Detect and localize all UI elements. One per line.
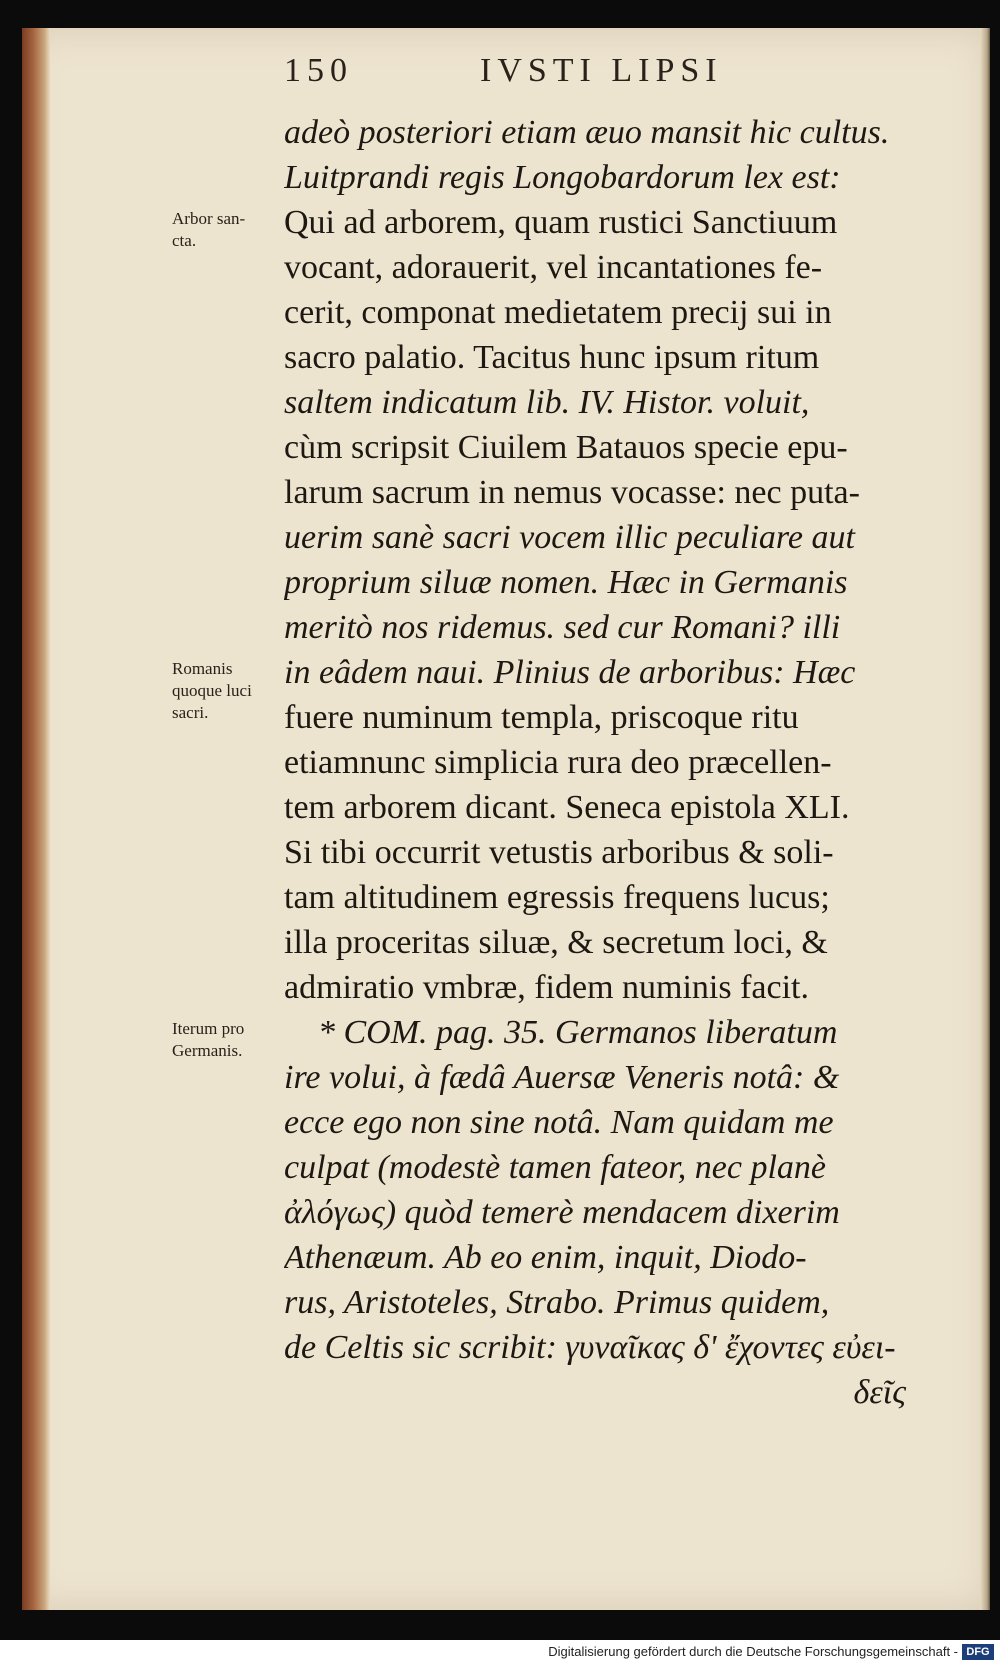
page-header [284, 52, 804, 102]
margin-note-line: sacri. [172, 703, 209, 722]
text-line: vocant, adorauerit, vel incantationes fe- [284, 249, 823, 286]
text-line: saltem indicatum lib. IV. Histor. voluit, [284, 384, 810, 421]
text-line: rus, Aristoteles, Strabo. Primus quidem, [284, 1284, 830, 1321]
text-line: Si tibi occurrit vetustis arboribus & soli- [284, 834, 834, 871]
dfg-logo-icon: DFG [962, 1644, 994, 1660]
text-line: in eâdem naui. Plinius de arboribus: Hæc [284, 654, 856, 691]
text-line: * COM. pag. 35. Germanos liberatum [318, 1014, 838, 1051]
text-line: Qui ad arborem, quam rustici Sanctiuum [284, 204, 838, 241]
margin-note [172, 1018, 282, 1062]
text-line: uerim sanè sacri vocem illic peculiare aut [284, 519, 855, 556]
margin-note-line: Iterum pro [172, 1019, 245, 1038]
text-line: Athenæum. Ab eo enim, inquit, Diodo- [284, 1239, 807, 1276]
dfg-footer [0, 1640, 1000, 1665]
text-line: tam altitudinem egressis frequens lucus; [284, 879, 830, 916]
text-line: etiamnunc simplicia rura deo præcellen- [284, 744, 832, 781]
margin-note-line: Arbor san- [172, 209, 246, 228]
text-line: cerit, componat medietatem precij sui in [284, 294, 832, 331]
margin-note-line: quoque luci [172, 681, 252, 700]
main-text-block [284, 110, 924, 1415]
text-line: ἀλόγως) quòd temerè mendacem dixerim [284, 1194, 840, 1231]
margin-note [172, 658, 282, 724]
running-title: IVSTI LIPSI [480, 52, 723, 89]
dfg-credit-text: Digitalisierung gefördert durch die Deutsche Forschungsgemeinschaft - [548, 1644, 958, 1659]
margin-note-line: cta. [172, 231, 197, 250]
text-line: adeò posteriori etiam æuo mansit hic cultus. [284, 114, 890, 151]
text-line: sacro palatio. Tacitus hunc ipsum ritum [284, 339, 820, 376]
text-line: ire volui, à fædâ Auersæ Veneris notâ: & [284, 1059, 840, 1096]
text-line: culpat (modestè tamen fateor, nec planè [284, 1149, 826, 1186]
text-line: ecce ego non sine notâ. Nam quidam me [284, 1104, 834, 1141]
text-line: meritò nos ridemus. sed cur Romani? illi [284, 609, 841, 646]
text-line: δεῖς [853, 1374, 906, 1411]
margin-note [172, 208, 282, 252]
text-line: tem arborem dicant. Seneca epistola XLI. [284, 789, 850, 826]
page-edge-right [980, 28, 990, 1610]
text-line: illa proceritas siluæ, & secretum loci, & [284, 924, 828, 961]
text-line: proprium siluæ nomen. Hæc in Germanis [284, 564, 848, 601]
text-line: Luitprandi regis Longobardorum lex est: [284, 159, 841, 196]
text-line: admiratio vmbræ, fidem numinis facit. [284, 969, 810, 1006]
page-edge-left [22, 28, 50, 1610]
text-line: fuere numinum templa, priscoque ritu [284, 699, 799, 736]
margin-note-line: Germanis. [172, 1041, 243, 1060]
text-line: de Celtis sic scribit: γυναῖκας δ' ἔχοντες εὐει- [284, 1329, 896, 1366]
text-line: larum sacrum in nemus vocasse: nec puta- [284, 474, 860, 511]
text-line: cùm scripsit Ciuilem Batauos specie epu- [284, 429, 848, 466]
folio-number: 150 [284, 52, 353, 89]
margin-note-line: Romanis [172, 659, 233, 678]
